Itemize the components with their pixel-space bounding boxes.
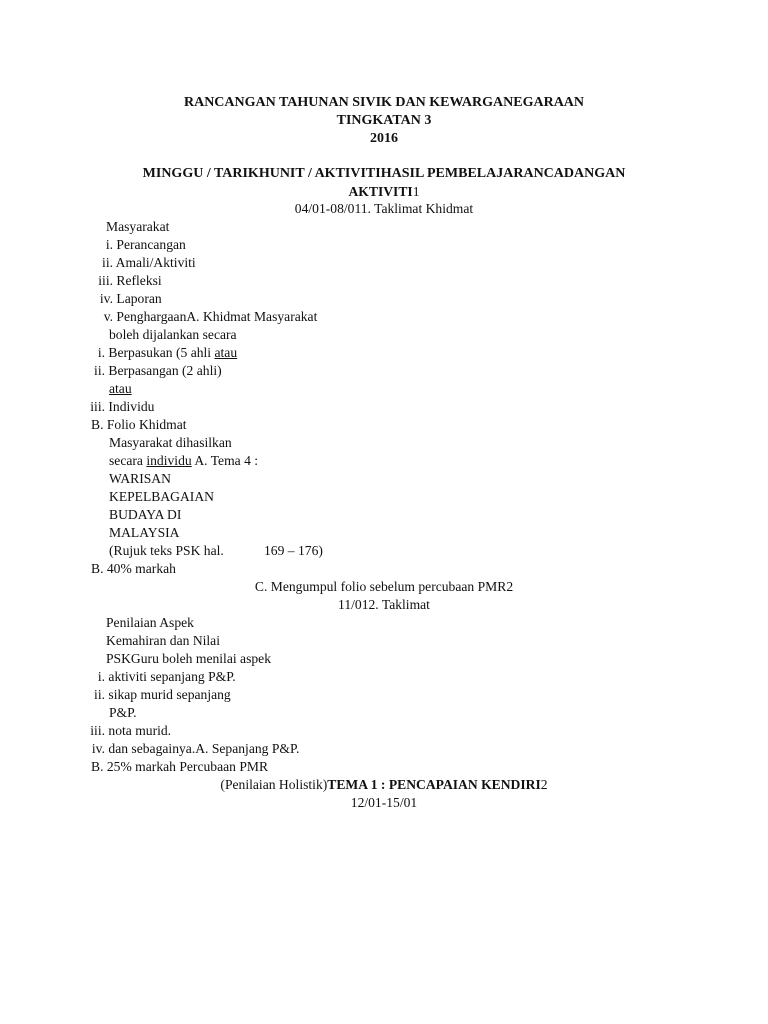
- week1-folio-line2: Masyarakat dihasilkan: [109, 435, 232, 450]
- week2-item-2: [0, 686, 231, 704]
- week1-item-3-number: iii.: [98, 273, 113, 288]
- week2-item-4-number: iv.: [91, 741, 105, 756]
- week1-tema-line-3: BUDAYA DI: [109, 507, 182, 522]
- week2-penilaian-line-2: Kemahiran dan Nilai: [106, 633, 220, 648]
- week1-item-3-text: Refleksi: [116, 273, 162, 288]
- week2-markah: B. 25% markah Percubaan PMR: [91, 759, 269, 774]
- week1-tema-line-1: WARISAN: [109, 471, 171, 486]
- week1-item-1: [0, 236, 186, 254]
- week1-tema-line-4: MALAYSIA: [109, 525, 180, 540]
- week3-date-line: 12/01-15/01: [350, 795, 418, 810]
- week1-item-2: [0, 254, 196, 272]
- week2-penilaian-holistik: (Penilaian Holistik): [220, 777, 328, 792]
- week1-item-4: [0, 290, 162, 308]
- week1-item-5: [0, 308, 317, 326]
- week1-date-line: 04/01-08/011. Taklimat Khidmat: [294, 201, 474, 216]
- week1-item-4-number: iv.: [99, 291, 113, 306]
- week2-date-line: 11/012. Taklimat: [338, 597, 430, 612]
- week2-penilaian-line-1: Penilaian Aspek: [106, 615, 194, 630]
- week1-folio-secara: secara: [109, 453, 147, 468]
- week1-item-2-number: ii.: [102, 255, 113, 270]
- week1-tema4: A. Tema 4 :: [191, 453, 259, 468]
- table-header-line2: [0, 183, 768, 201]
- week1-option-3-text: Individu: [108, 399, 155, 414]
- table-header-week-number: 1: [412, 184, 420, 199]
- week2-item-4: [0, 740, 299, 758]
- week1-item-5-text: PenghargaanA. Khidmat Masyarakat: [116, 309, 318, 324]
- week1-option-3-number: iii.: [90, 399, 105, 414]
- table-header-aktiviti: AKTIVITI: [348, 184, 413, 199]
- week1-option-2-number: ii.: [94, 363, 105, 378]
- week2-tema1-line: [0, 776, 768, 794]
- week2-item-3-number: iii.: [90, 723, 105, 738]
- week1-folio-individu: individu: [146, 453, 192, 468]
- week1-option-individu: [0, 398, 154, 416]
- week1-option-berpasangan: [0, 362, 222, 380]
- week2-item-2-number: ii.: [94, 687, 105, 702]
- document-title-line2: TINGKATAN 3: [336, 113, 432, 128]
- week1-option-berpasukan: [0, 344, 237, 362]
- week1-boleh-dijalankan: boleh dijalankan secara: [109, 327, 237, 342]
- week1-option-1-atau: atau: [214, 345, 238, 360]
- week2-item-2-continued: P&P.: [109, 705, 137, 720]
- week1-rujuk-pages: 169 – 176): [264, 543, 323, 558]
- week1-markah: B. 40% markah: [91, 561, 176, 576]
- week2-item-3-text: nota murid.: [108, 723, 172, 738]
- week2-item-4-text: dan sebagainya.A. Sepanjang P&P.: [108, 741, 300, 756]
- week1-mengumpul-folio: C. Mengumpul folio sebelum percubaan PMR2: [254, 579, 514, 594]
- week2-item-2-text: sikap murid sepanjang: [108, 687, 231, 702]
- week1-tema-line-2: KEPELBAGAIAN: [109, 489, 214, 504]
- table-header-line1: MINGGU / TARIKHUNIT / AKTIVITIHASIL PEMBELAJARANCADANGAN: [142, 166, 626, 181]
- week1-option-2-text: Berpasangan (2 ahli): [108, 363, 222, 378]
- week1-item-1-number: i.: [105, 237, 113, 252]
- week2-tema1-week-number: 2: [540, 777, 548, 792]
- document-title-year: 2016: [370, 131, 398, 146]
- week2-item-1: [0, 668, 236, 686]
- week1-item-4-text: Laporan: [116, 291, 162, 306]
- week2-item-1-text: aktiviti sepanjang P&P.: [108, 669, 236, 684]
- week1-item-2-text: Amali/Aktiviti: [115, 255, 196, 270]
- week1-option-1-number: i.: [97, 345, 105, 360]
- week1-rujuk: (Rujuk teks PSK hal.: [109, 543, 224, 558]
- week1-option-1-text: Berpasukan (5 ahli: [108, 345, 215, 360]
- week1-masyarakat: Masyarakat: [106, 219, 170, 234]
- week2-item-3: [0, 722, 171, 740]
- week1-item-5-number: v.: [103, 309, 113, 324]
- document-title-line1: RANCANGAN TAHUNAN SIVIK DAN KEWARGANEGARAAN: [183, 95, 585, 110]
- week2-tema1-title: TEMA 1 : PENCAPAIAN KENDIRI: [327, 777, 541, 792]
- week1-item-1-text: Perancangan: [116, 237, 186, 252]
- week2-penilaian-line-3: PSKGuru boleh menilai aspek: [106, 651, 271, 666]
- week1-item-3: [0, 272, 162, 290]
- week1-folio-khidmat: B. Folio Khidmat: [91, 417, 187, 432]
- week1-option-2-atau: atau: [109, 381, 132, 396]
- week1-folio-line3: [109, 452, 258, 470]
- week2-item-1-number: i.: [97, 669, 105, 684]
